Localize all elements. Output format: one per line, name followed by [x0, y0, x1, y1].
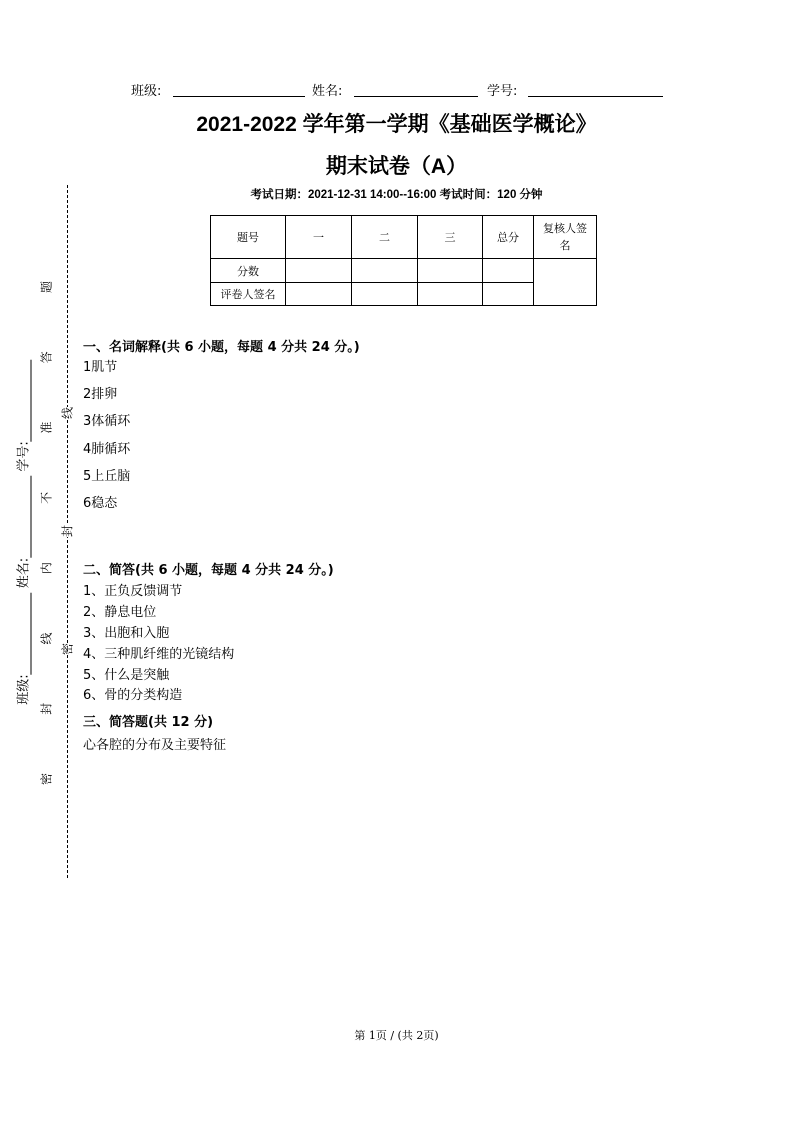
- score-table: [210, 215, 597, 306]
- grader-cell: [352, 283, 418, 306]
- grader-cell: [286, 283, 352, 306]
- class-field: [173, 96, 305, 97]
- score-cell: [418, 259, 483, 283]
- page-footer: 第 1页 / (共 2页): [354, 1029, 439, 1042]
- question-item: 1肌节: [83, 360, 118, 375]
- name-label: 姓名:: [312, 84, 343, 99]
- warning-char: 题: [39, 281, 54, 294]
- question-item: 4肺循环: [83, 442, 131, 457]
- warning-char: 线: [39, 632, 54, 645]
- reviewer-cell: [534, 259, 597, 306]
- seal-char: 线: [60, 407, 75, 420]
- section-1-heading: 一、名词解释(共 6 小题，每题 4 分共 24 分。): [83, 340, 360, 355]
- name-field: [354, 96, 478, 97]
- score-cell: [483, 259, 534, 283]
- warning-char: 不: [39, 491, 54, 504]
- side-id-label: 学号:: [16, 441, 32, 472]
- question-item: 5上丘脑: [83, 469, 131, 484]
- row-label: 分数: [211, 259, 286, 283]
- question-item: 2排卵: [83, 387, 118, 402]
- cell-header: 总分: [483, 216, 534, 259]
- question-item: 2、静息电位: [83, 605, 157, 620]
- exam-info: 考试日期：2021-12-31 14:00--16:00 考试时间：120 分钟: [250, 189, 543, 201]
- cell-header: 题号: [211, 216, 286, 259]
- exam-title: 2021-2022 学年第一学期《基础医学概论》: [196, 113, 597, 136]
- side-id-field: [19, 359, 32, 441]
- side-student-info: [13, 359, 32, 704]
- seal-char: 封: [60, 525, 75, 538]
- side-class-field: [19, 592, 32, 674]
- cell-header: 复核人签名: [534, 216, 597, 259]
- cell-header: 一: [286, 216, 352, 259]
- section-3-heading: 三、简答题(共 12 分): [83, 715, 214, 730]
- question-item: 4、三种肌纤维的光镜结构: [83, 647, 235, 662]
- question-item: 3体循环: [83, 414, 131, 429]
- grader-cell: [483, 283, 534, 306]
- cell-header: 三: [418, 216, 483, 259]
- section-2-heading: 二、简答(共 6 小题，每题 4 分共 24 分。): [83, 563, 334, 578]
- row-label: 评卷人签名: [211, 283, 286, 306]
- side-name-field: [19, 476, 32, 558]
- question-item: 6、骨的分类构造: [83, 688, 183, 703]
- warning-char: 密: [39, 772, 54, 785]
- id-field: [528, 96, 663, 97]
- seal-char: 密: [60, 642, 75, 655]
- question-item: 6稳态: [83, 496, 118, 511]
- cell-header: 二: [352, 216, 418, 259]
- question-item: 心各腔的分布及主要特征: [83, 738, 227, 753]
- exam-subtitle: 期末试卷（A）: [325, 155, 468, 178]
- question-item: 3、出胞和入胞: [83, 626, 170, 641]
- side-warning: [38, 281, 55, 785]
- warning-char: 内: [39, 562, 54, 575]
- side-class-label: 班级:: [16, 674, 32, 705]
- score-cell: [352, 259, 418, 283]
- id-label: 学号:: [487, 84, 518, 99]
- warning-char: 答: [39, 351, 54, 364]
- score-cell: [286, 259, 352, 283]
- question-item: 1、正负反馈调节: [83, 584, 183, 599]
- side-name-label: 姓名:: [16, 557, 32, 589]
- question-item: 5、什么是突触: [83, 668, 170, 683]
- grader-cell: [418, 283, 483, 306]
- warning-char: 封: [39, 702, 54, 715]
- class-label: 班级:: [131, 84, 162, 99]
- warning-char: 准: [39, 421, 54, 434]
- seal-label: [59, 407, 76, 655]
